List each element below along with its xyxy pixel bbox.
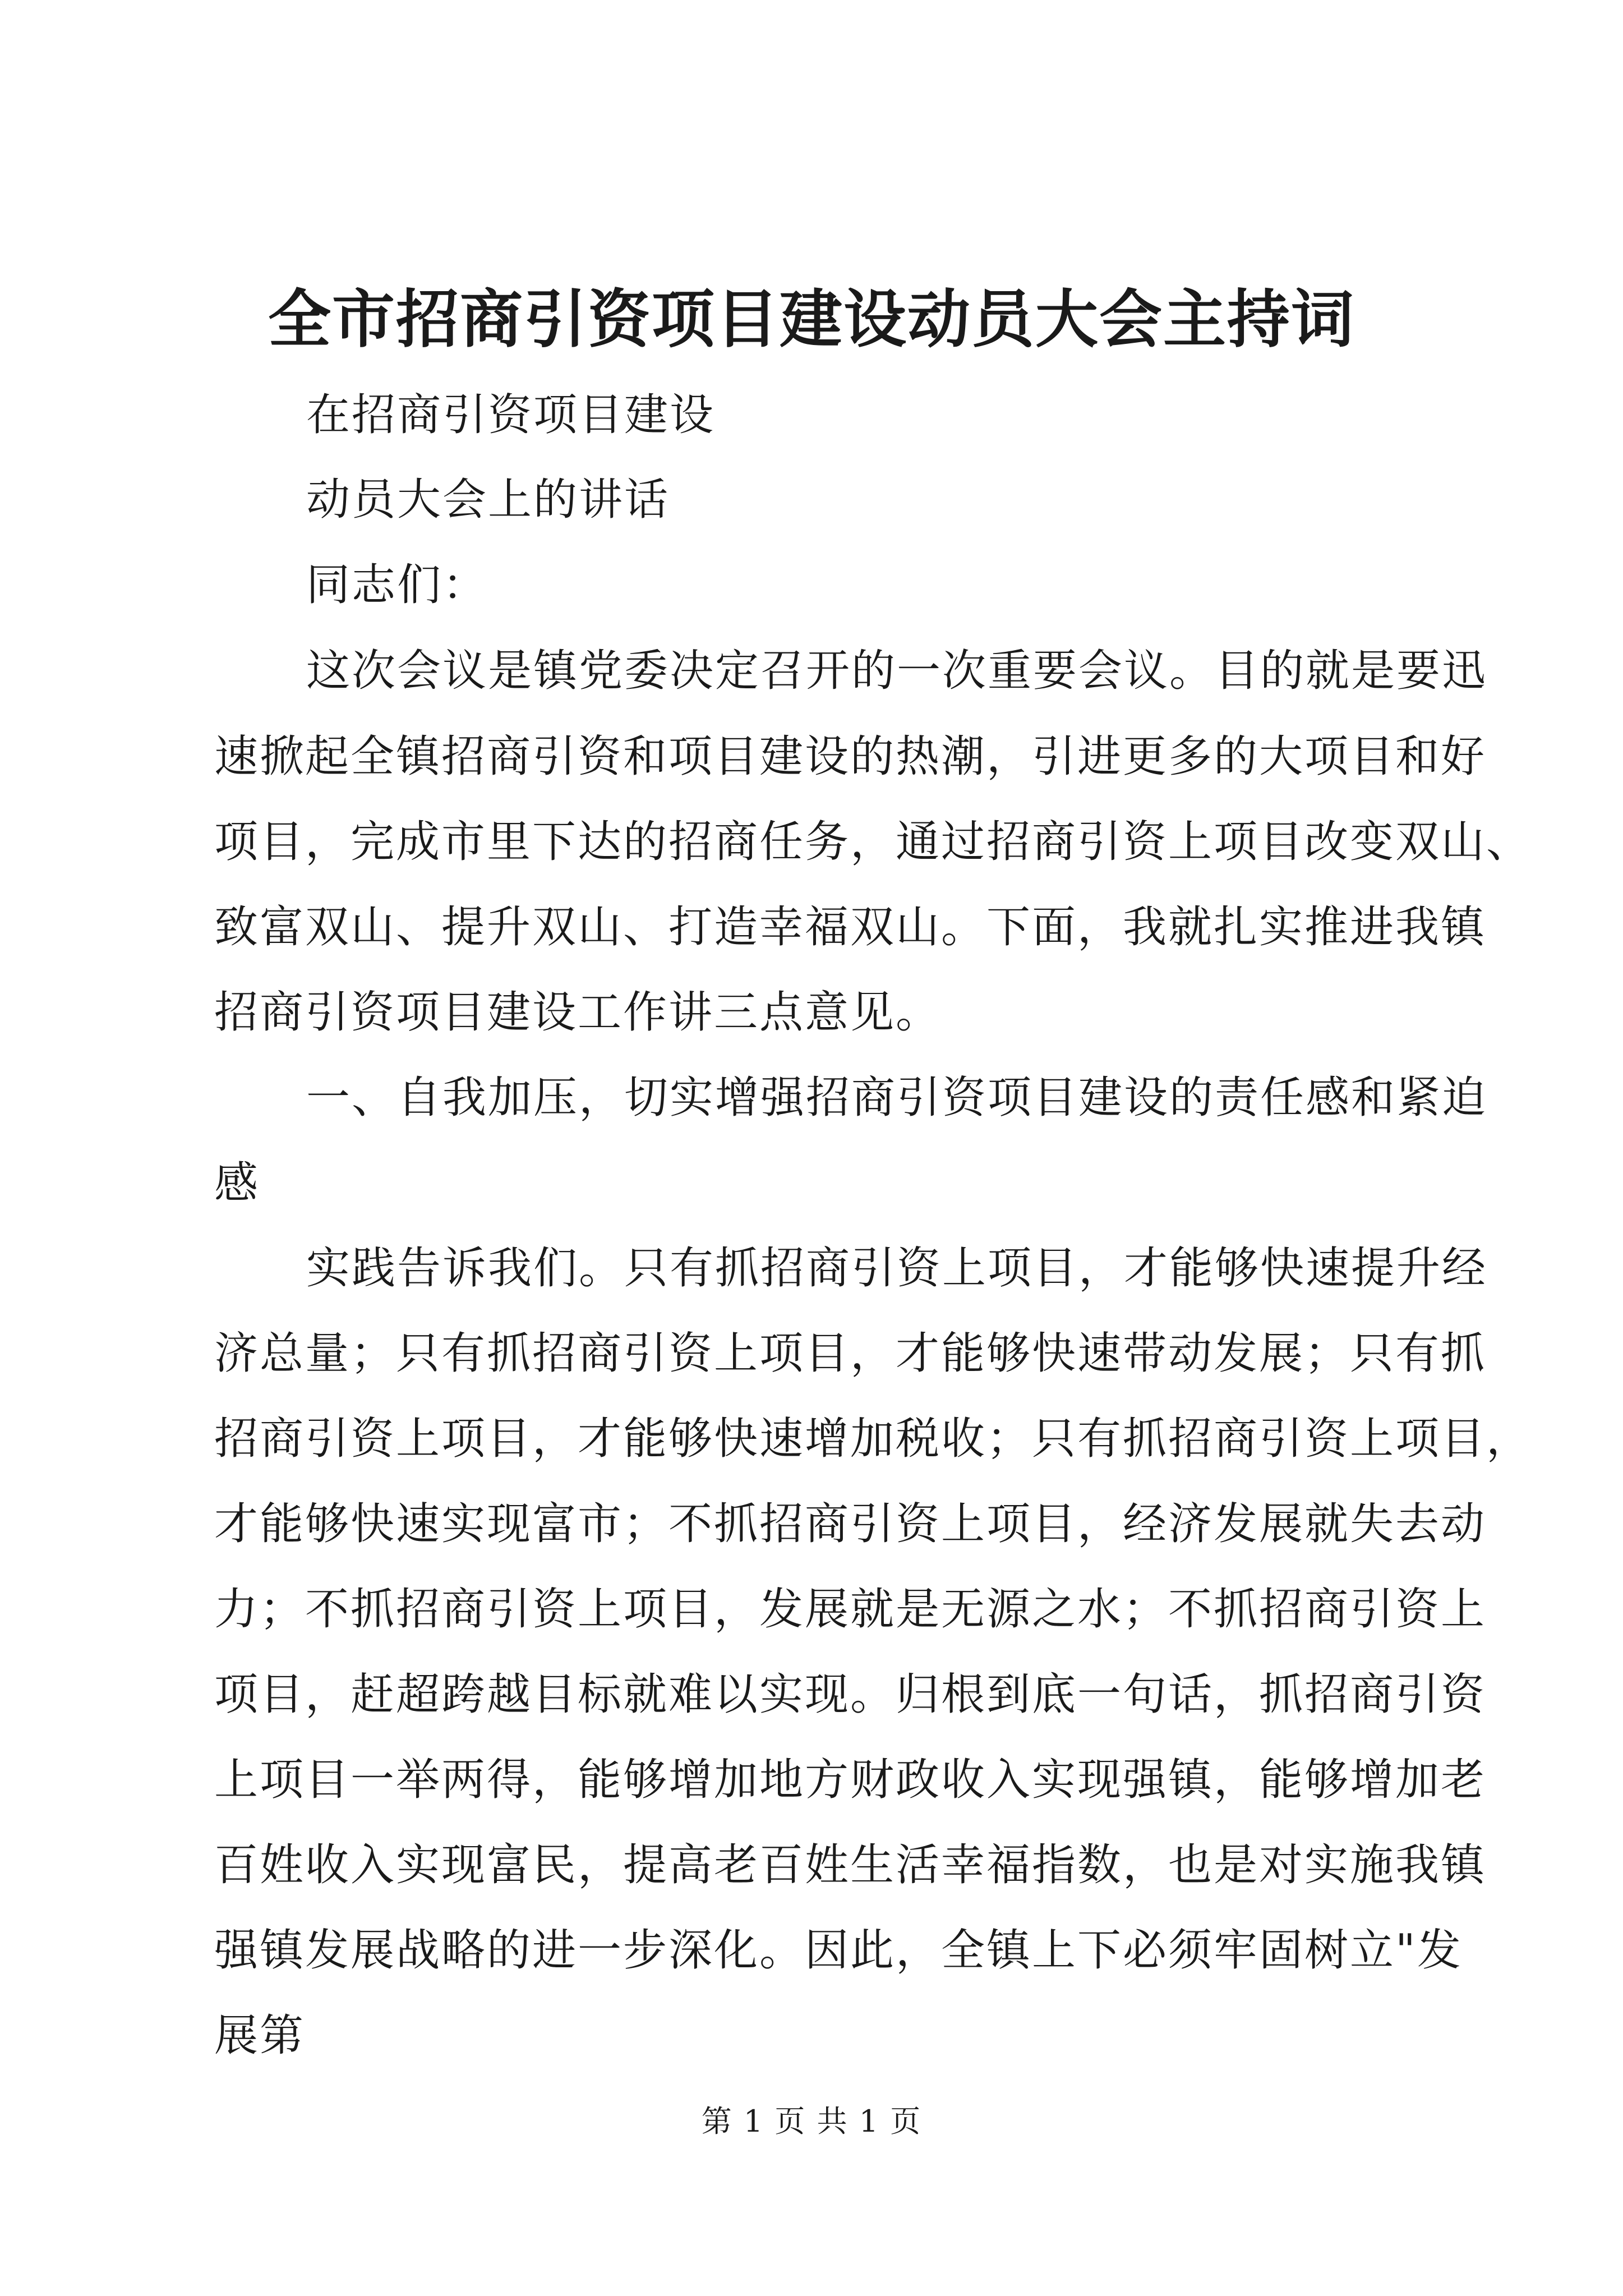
paragraph-line: 才能够快速实现富市；不抓招商引资上项目，经济发展就失去动 [214,1499,1487,1549]
paragraph-line: 实践告诉我们。只有抓招商引资上项目，才能够快速提升经 [306,1243,1488,1294]
salutation: 同志们： [306,560,488,610]
page-number: 第 1 页 共 1 页 [701,2104,922,2139]
subtitle-line: 动员大会上的讲话 [306,475,670,525]
paragraph-line: 这次会议是镇党委决定召开的一次重要会议。目的就是要迅 [306,646,1488,696]
paragraph-line: 展第 [214,2010,306,2061]
subtitle-line: 在招商引资项目建设 [306,390,716,440]
paragraph-line: 上项目一举两得，能够增加地方财政收入实现强镇，能够增加老 [214,1755,1487,1805]
paragraph-line: 强镇发展战略的进一步深化。因此，全镇上下必须牢固树立"发 [214,1925,1463,1976]
paragraph-line: 项目，完成市里下达的招商任务，通过招商引资上项目改变双山、 [214,817,1532,867]
document-title: 全市招商引资项目建设动员大会主持词 [268,283,1355,356]
section-heading-line: 感 [214,1158,260,1208]
paragraph-line: 致富双山、提升双山、打造幸福双山。下面，我就扎实推进我镇 [214,902,1487,953]
paragraph-line: 招商引资项目建设工作讲三点意见。 [214,987,942,1038]
paragraph-line: 项目，赶超跨越目标就难以实现。归根到底一句话，抓招商引资 [214,1669,1487,1720]
paragraph-line: 济总量；只有抓招商引资上项目，才能够快速带动发展；只有抓 [214,1328,1487,1379]
section-heading-line: 一、自我加压，切实增强招商引资项目建设的责任感和紧迫 [306,1073,1488,1123]
paragraph-line: 速掀起全镇招商引资和项目建设的热潮，引进更多的大项目和好 [214,731,1487,782]
paragraph-line: 力；不抓招商引资上项目，发展就是无源之水；不抓招商引资上 [214,1584,1487,1635]
paragraph-line: 百姓收入实现富民，提高老百姓生活幸福指数，也是对实施我镇 [214,1840,1487,1890]
paragraph-line: 招商引资上项目，才能够快速增加税收；只有抓招商引资上项目， [214,1414,1532,1464]
